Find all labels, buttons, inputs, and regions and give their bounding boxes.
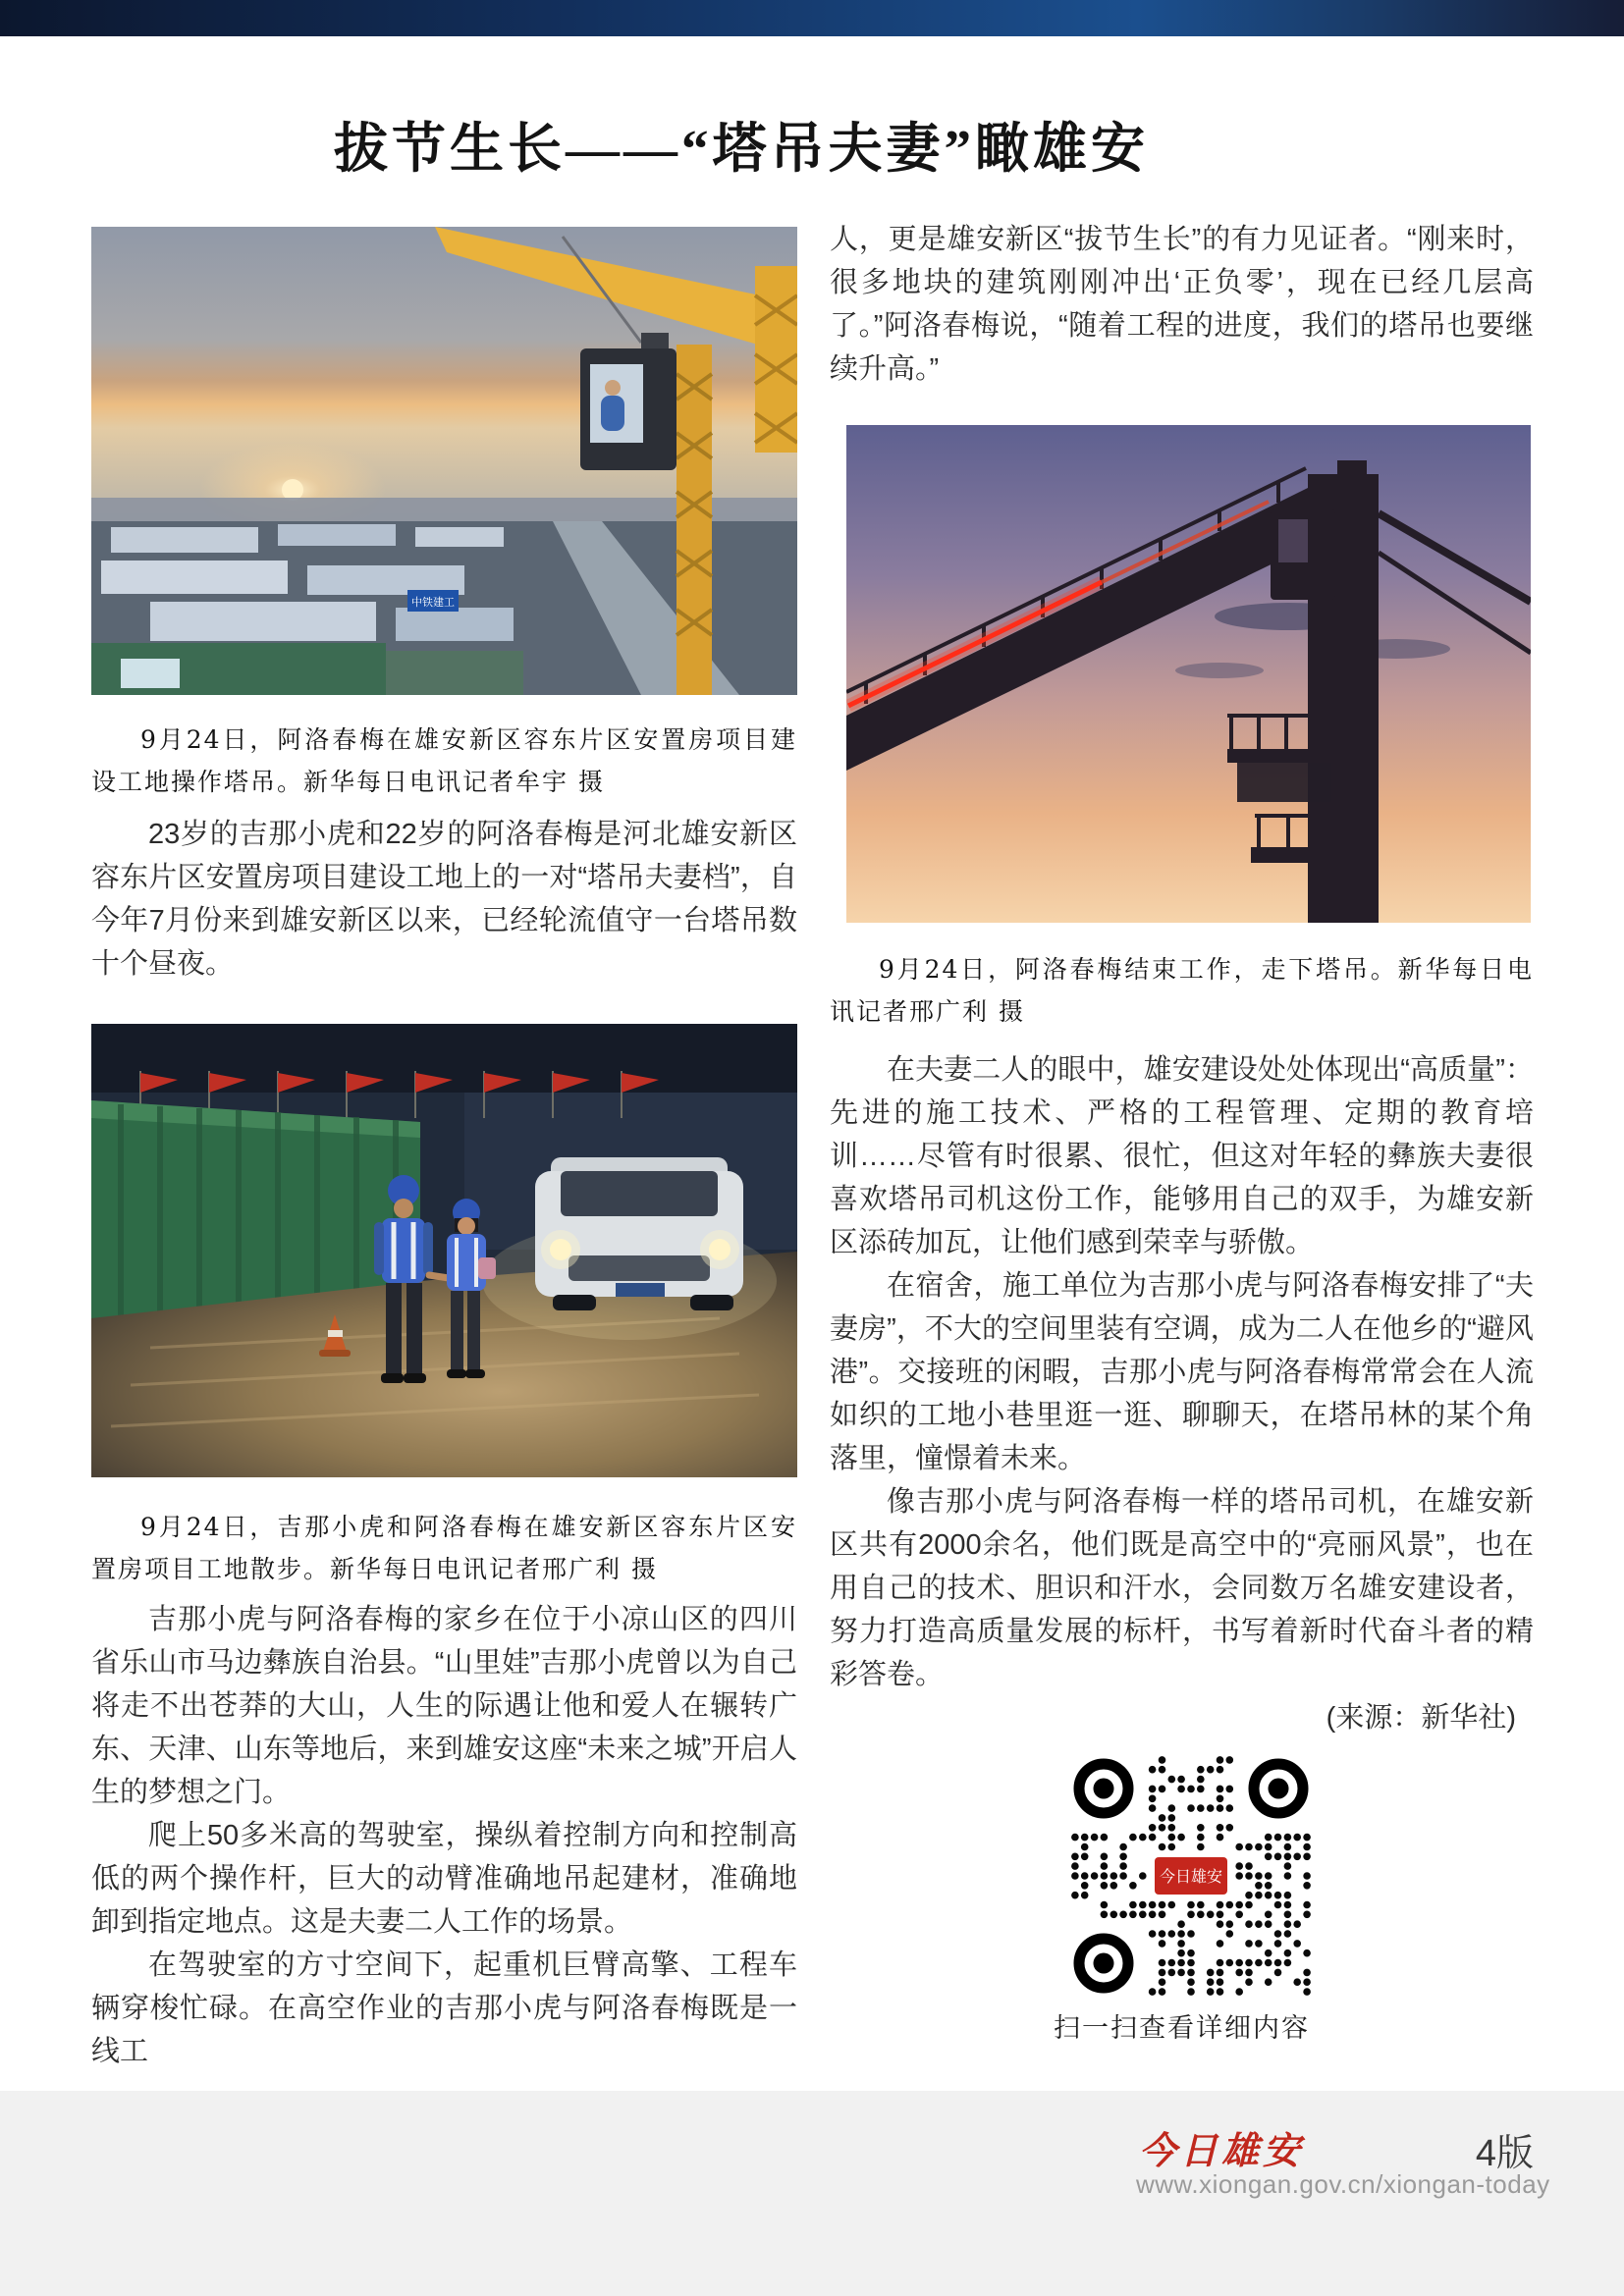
right-column-paragraphs: [830, 1048, 1534, 1739]
header-bar: [0, 0, 1624, 36]
crane-operator: [605, 380, 621, 396]
qr-scan-hint: 扫一扫查看详细内容: [1054, 2013, 1310, 2043]
paragraph: 吉那小虎与阿洛春梅的家乡在位于小凉山区的四川省乐山市马边彝族自治县。“山里娃”吉那小虎曾以为自己将走不出苍莽的大山，人生的际遇让他和爱人在辗转广东、天津、山东等地后，来到雄安这座“未来之城”开启人生的梦想之门。: [91, 1604, 797, 1808]
qr-center-logo-text: 今日雄安: [1159, 1869, 1223, 1886]
crane-dusk-illustration: [846, 425, 1531, 923]
footer-brand-logo: 今日雄安: [1139, 2128, 1305, 2172]
photo-crane-dusk: [846, 425, 1531, 923]
paragraph: 在夫妻二人的眼中，雄安建设处处体现出“高质量”：先进的施工技术、严格的工程管理、定期的教育培训……尽管有时很累、很忙，但这对年轻的彝族夫妻很喜欢塔吊司机这份工作，能够用自己的双手，为雄安新区添砖加瓦，让他们感到荣幸与骄傲。: [830, 1054, 1534, 1258]
paragraph: 在驾驶室的方寸空间下，起重机巨臂高擎、工程车辆穿梭忙碌。在高空作业的吉那小虎与阿洛春梅既是一线工: [91, 1949, 797, 2067]
photo2-caption: 9月24日，吉那小虎和阿洛春梅在雄安新区容东片区安置房项目工地散步。新华每日电讯记者邢广利 摄: [91, 1513, 797, 1583]
footer-page-number: 4版: [1475, 2133, 1534, 2174]
builder-sign-text: 中铁建工: [411, 597, 455, 609]
left-column-paragraph-1: [91, 813, 797, 986]
couple-walking-illustration: [91, 1024, 797, 1477]
crane-sunset-illustration: [91, 227, 797, 695]
paragraph: 在宿舍，施工单位为吉那小虎与阿洛春梅安排了“夫妻房”，不大的空间里装有空调，成为二人在他乡的“避风港”。交接班的闲暇，吉那小虎与阿洛春梅常常会在人流如织的工地小巷里逛一逛、聊聊天，在塔吊林的某个角落里，憧憬着未来。: [830, 1270, 1534, 1474]
footer-url: www.xiongan.gov.cn/xiongan-today: [1136, 2169, 1550, 2199]
paragraph: 人，更是雄安新区“拔节生长”的有力见证者。“刚来时，很多地块的建筑刚刚冲出‘正负零’，现在已经几层高了。”阿洛春梅说，“随着工程的进度，我们的塔吊也要继续升高。”: [830, 224, 1534, 385]
qr-code-graphic: [1070, 1755, 1312, 1997]
photo1-caption: 9月24日，阿洛春梅在雄安新区容东片区安置房项目建设工地操作塔吊。新华每日电讯记者牟宇 摄: [91, 725, 797, 796]
photo3-caption: 9月24日，阿洛春梅结束工作，走下塔吊。新华每日电讯记者邢广利 摄: [830, 955, 1534, 1026]
photo-couple-walking: [91, 1024, 797, 1477]
qr-code: [1070, 1755, 1312, 1997]
paragraph: 23岁的吉那小虎和22岁的阿洛春梅是河北雄安新区容东片区安置房项目建设工地上的一对“塔吊夫妻档”，自今年7月份来到雄安新区以来，已经轮流值守一台塔吊数十个昼夜。: [91, 819, 797, 980]
page-title: 拔节生长——“塔吊夫妻”瞰雄安: [333, 118, 1149, 179]
source-credit: (来源：新华社): [1326, 1702, 1516, 1734]
paragraph: 爬上50多米高的驾驶室，操纵着控制方向和控制高低的两个操作杆，巨大的动臂准确地吊起建材，准确地卸到指定地点。这是夫妻二人工作的场景。: [91, 1820, 797, 1938]
paragraph: 像吉那小虎与阿洛春梅一样的塔吊司机，在雄安新区共有2000余名，他们既是高空中的“亮丽风景”，也在用自己的技术、胆识和汗水，会同数万名雄安建设者，努力打造高质量发展的标杆，书写着新时代奋斗者的精彩答卷。: [830, 1486, 1534, 1690]
left-column-paragraphs: [91, 1598, 797, 2073]
photo-crane-sunset: [91, 227, 797, 695]
right-column-continuation: [830, 218, 1534, 391]
